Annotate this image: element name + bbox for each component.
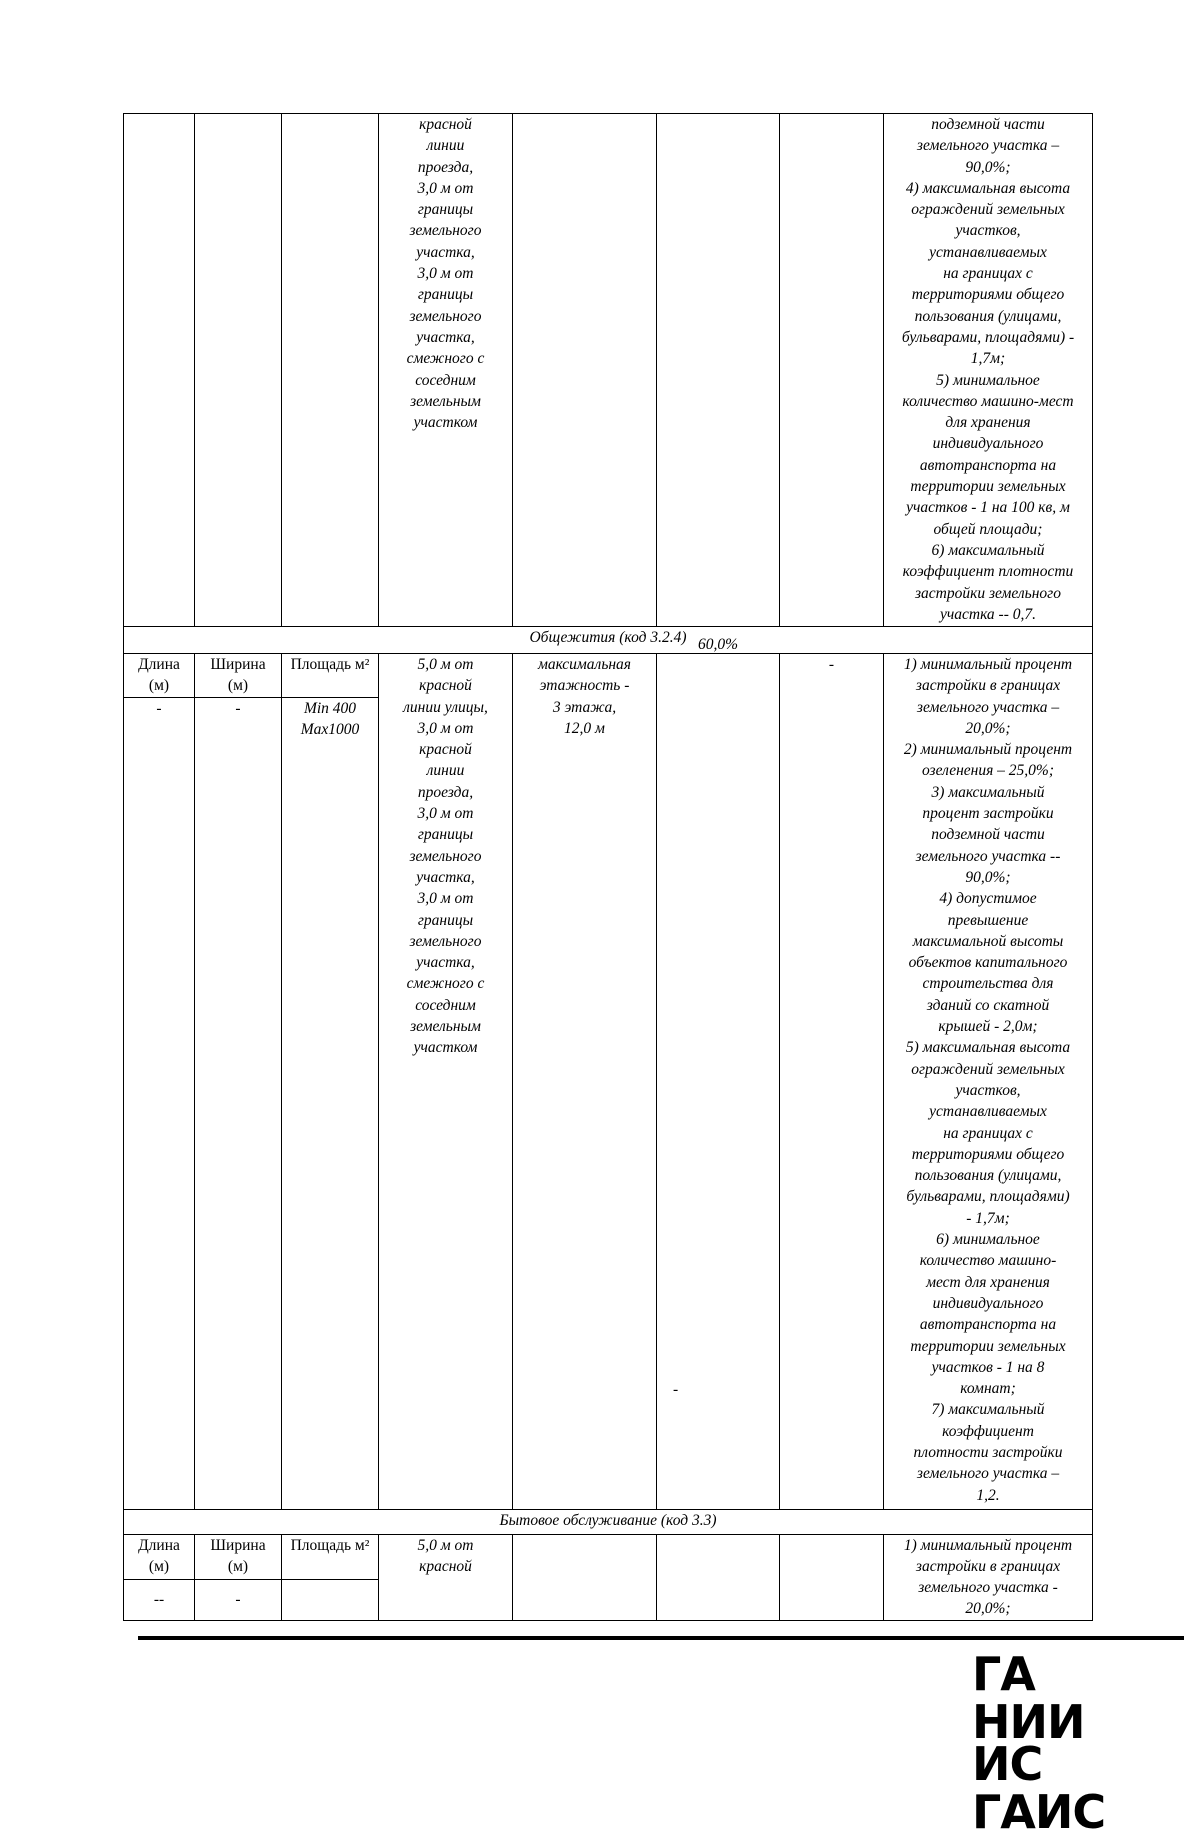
other-cell: - — [780, 654, 884, 1510]
length-header: Длина (м) — [124, 1534, 195, 1579]
other-cell — [780, 1534, 884, 1620]
length-cell — [124, 114, 195, 627]
length-value: - — [124, 697, 195, 1509]
length-value: -- — [124, 1579, 195, 1620]
width-cell — [195, 114, 282, 627]
area-header: Площадь м² — [282, 1534, 379, 1579]
coverage-value: 60,0% — [697, 636, 739, 653]
limits-cell: 1) минимальный процент застройки в границах земельного участка - 20,0%; — [884, 1534, 1093, 1620]
logo-line-1: ГА НИИ — [972, 1647, 1085, 1749]
dimension-header-row — [124, 654, 1093, 698]
height-cell — [513, 114, 657, 627]
coverage-cell — [657, 1534, 780, 1620]
width-header: Ширина (м) — [195, 654, 282, 698]
dimension-header-row — [124, 1534, 1093, 1579]
height-cell — [513, 1534, 657, 1620]
area-header: Площадь м² — [282, 654, 379, 698]
limits-cell: 1) минимальный процент застройки в границах земельного участка – 20,0%; 2) минимальный процент озеленения – 25,0%; 3) максимальный процент застройки подземной части земельного участка -- 90,0%; 4) допустимое превышение максимальной высоты объектов капитального строительства для зданий со скатной крышей - 2,0м; 5) максимальная высота ограждений земельных участков, устанавливаемых на границах с территориями общего пользования (улицами, бульварами, площадями) - 1,7м; 6) минимальное количество машино- мест для хранения индивидуального автотранспорта на территории земельных участков - 1 на 8 комнат; 7) максимальный коэффициент плотности застройки земельного участка – 1,2. — [884, 654, 1093, 1510]
area-value: Min 400 Max1000 — [282, 697, 379, 1509]
section-title-row — [124, 627, 1093, 654]
limits-cell: подземной части земельного участка – 90,0%; 4) максимальная высота ограждений земельных участков, устанавливаемых на границах с территориями общего пользования (улицами, бульварами, площадями) - 1,7м; 5) минимальное количество машино-мест для хранения индивидуального автотранспорта на территории земельных участков - 1 на 100 кв, м общей площади; 6) максимальный коэффициент плотности застройки земельного участка -- 0,7. — [884, 114, 1093, 627]
setback-cell: красной линии проезда, 3,0 м от границы земельного участка, 3,0 м от границы земельного участка, смежного с соседним земельным участком — [379, 114, 513, 627]
coverage-dash: - — [673, 1381, 679, 1398]
width-value: - — [195, 1579, 282, 1620]
width-header: Ширина (м) — [195, 1534, 282, 1579]
logo-line-2: ИС ГАИС — [972, 1737, 1106, 1839]
width-value: - — [195, 697, 282, 1509]
coverage-cell — [657, 114, 780, 627]
zoning-regulations-table — [123, 113, 1093, 1621]
setback-cell: 5,0 м от красной — [379, 1534, 513, 1620]
section-title-consumer-services: Бытовое обслуживание (код 3.3) — [124, 1509, 1093, 1534]
area-value — [282, 1579, 379, 1620]
height-cell: максимальная этажность - 3 этажа, 12,0 м — [513, 654, 657, 1510]
other-cell — [780, 114, 884, 627]
section-title-row — [124, 1509, 1093, 1534]
length-header: Длина (м) — [124, 654, 195, 698]
section-title-dormitory: Общежития (код 3.2.4) — [124, 627, 1093, 654]
continuation-row — [124, 114, 1093, 627]
area-cell — [282, 114, 379, 627]
page-bottom-rule — [138, 1636, 1184, 1640]
coverage-cell — [657, 636, 780, 1510]
setback-cell: 5,0 м от красной линии улицы, 3,0 м от красной линии проезда, 3,0 м от границы земельного участка, 3,0 м от границы земельного участка, смежного с соседним земельным участком — [379, 654, 513, 1510]
gainii-gais-logo — [972, 1647, 1162, 1839]
